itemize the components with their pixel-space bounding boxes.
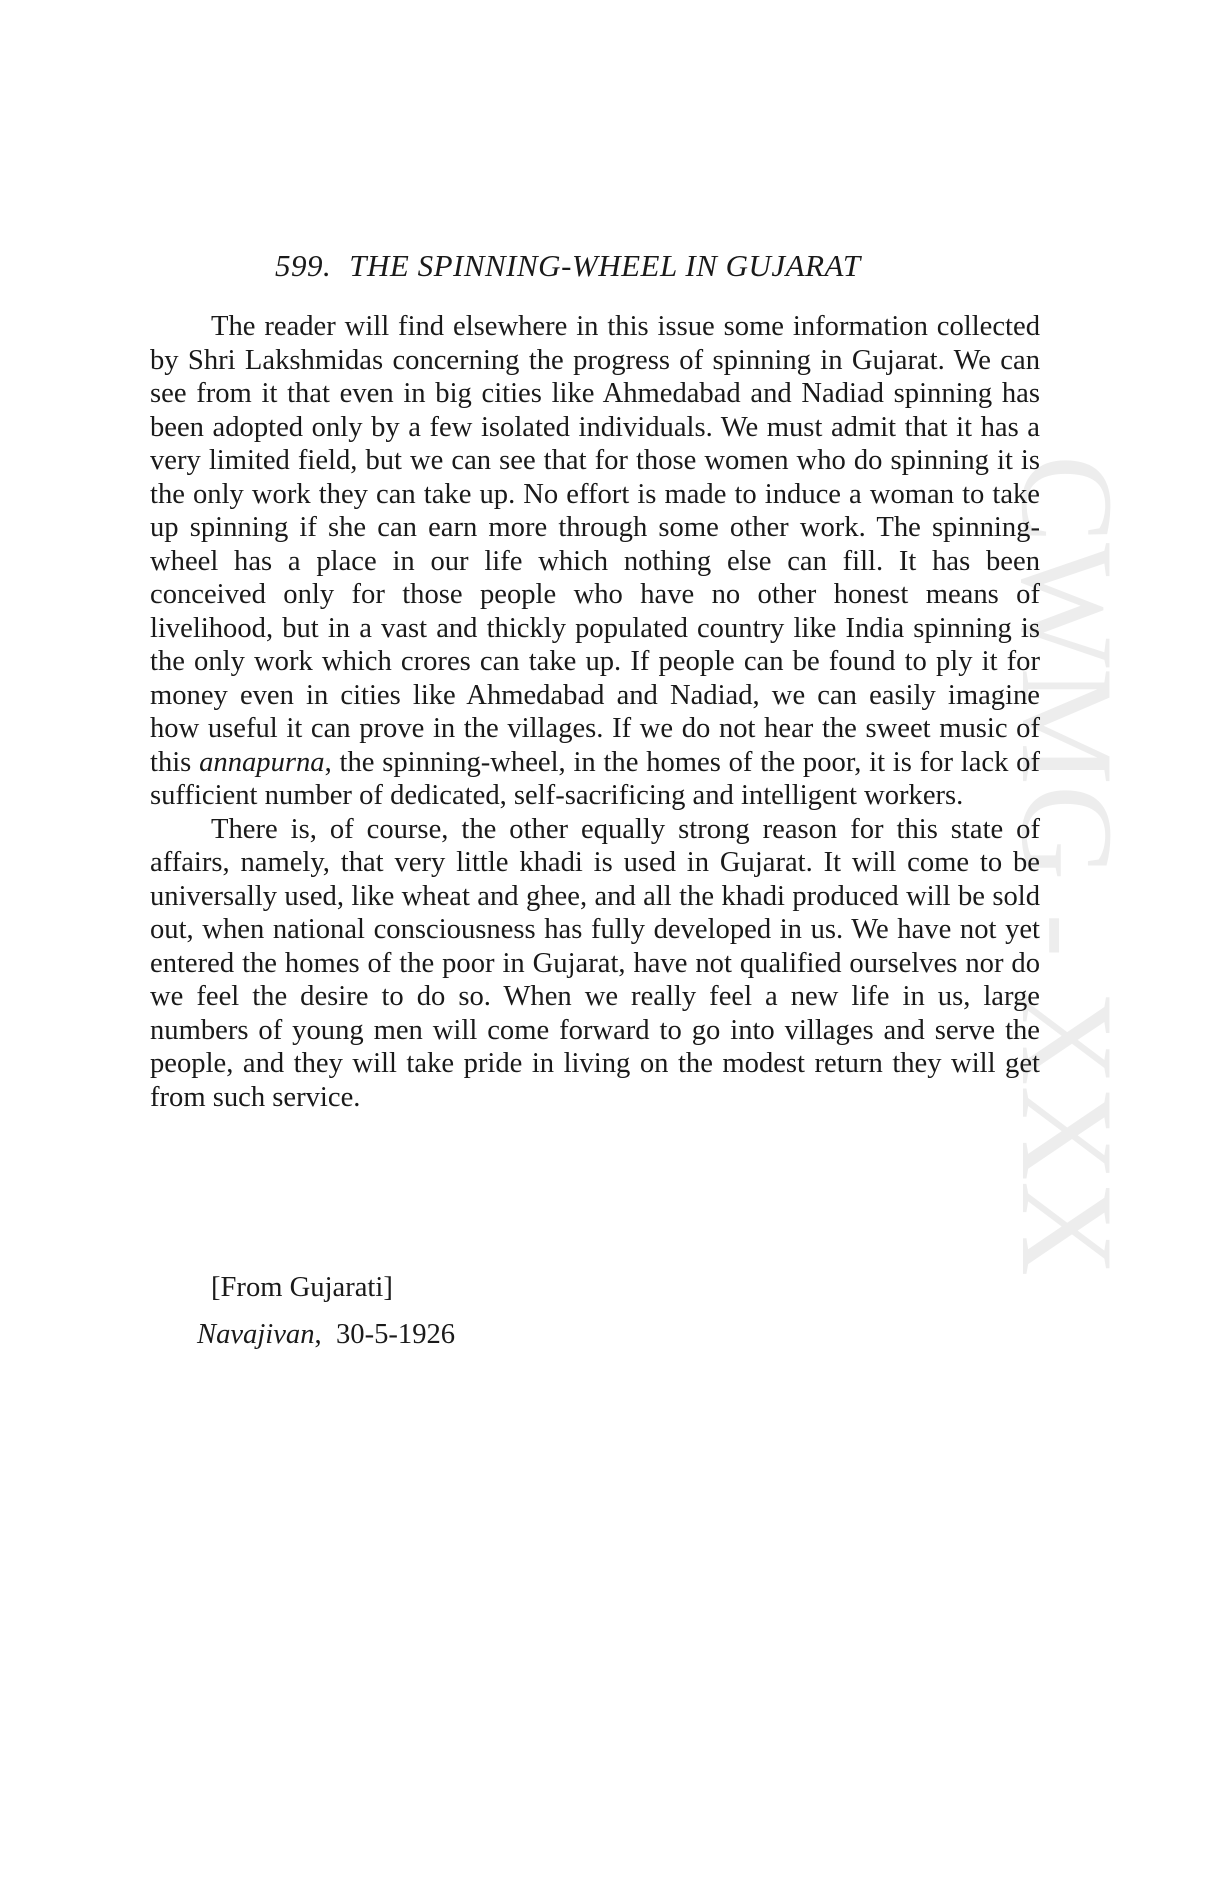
article-heading bbox=[275, 248, 861, 284]
paragraph-1-text-b: , the spinning-wheel, in the homes of the poor, it is for lack of sufficient number of dedicated, self-sacrificing and intelligent workers. bbox=[150, 746, 1040, 811]
article-title: THE SPINNING-WHEEL IN GUJARAT bbox=[349, 248, 861, 283]
watermark-text: CWMG - XXX bbox=[994, 455, 1141, 1277]
article-number: 599. bbox=[275, 248, 332, 283]
citation bbox=[197, 1318, 455, 1352]
paragraph-2: There is, of course, the other equally strong reason for this state of affairs, namely, that very little khadi is used in Gujarat. It will come to be universally used, like wheat and ghee, and all the khadi produced will be sold out, when national consciousness has fully developed in us. We have not yet entered the homes of the poor in Gujarat, have not qualified ourselves nor do we feel the desire to do so. When we really feel a new life in us, large numbers of young men will come forward to go into villages and serve the people, and they will take pride in living on the modest return they will get from such service. bbox=[150, 813, 1040, 1113]
citation-journal: Navajivan bbox=[197, 1319, 315, 1350]
article-body bbox=[150, 310, 1040, 1114]
paragraph-1 bbox=[150, 310, 1040, 813]
source-note: [From Gujarati] bbox=[211, 1272, 393, 1303]
paragraph-1-text-a: The reader will find elsewhere in this issue some information collected by Shri Lakshmidas concerning the progress of spinning in Gujarat. We can see from it that even in big cities like Ahmedabad and Nadiad spinning has been adopted only by a few isolated individuals. We must admit that it has a very limited field, but we can see that for those women who do spinning it is the only work they can take up. No effort is made to induce a woman to take up spinning if she can earn more through some other work. The spinning-wheel has a place in our life which nothing else can fill. It has been conceived only for those people who have no other honest means of livelihood, but in a vast and thickly populated country like India spinning is the only work which crores can take up. If people can be found to ply it for money even in cities like Ahmedabad and Nadiad, we can easily imagine how useful it can prove in the villages. If we do not hear the sweet music of this bbox=[150, 311, 1040, 778]
citation-separator: , bbox=[314, 1319, 322, 1350]
citation-date: 30-5-1926 bbox=[335, 1319, 456, 1350]
paragraph-1-italic-term: annapurna bbox=[199, 746, 325, 778]
